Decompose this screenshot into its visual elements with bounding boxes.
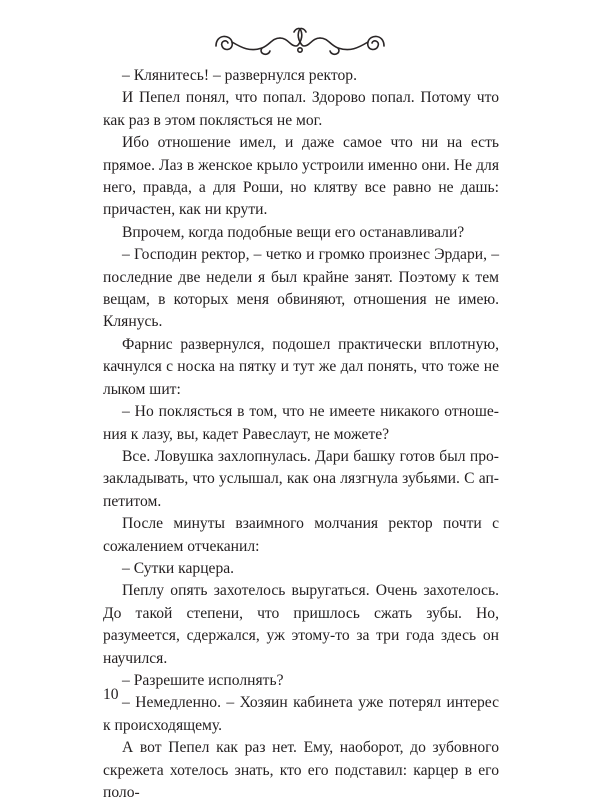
paragraph: Все. Ловушка захлопнулась. Дари башку готов был прозакладывать, что услышал, как она лязгнула зубьями. С аппетитом. [103,447,499,510]
paragraph: – Сутки карцера. [122,559,235,577]
page-number: 10 [103,686,119,703]
paragraph: И Пепел понял, что попал. Здорово попал. Потому что как раз в этом поклясться не мог. [103,89,499,129]
paragraph: – Господин ректор, – четко и громко произнес Эрдари, – последние две недели я был крайне занят. Поэтому к тем вещам, в которых меня обвиняют, отношения не имею. Клянусь. [103,246,499,331]
paragraph: Впрочем, когда подобные вещи его останавливали? [122,223,465,241]
paragraph: – Клянитесь! – развернулся ректор. [122,67,357,84]
scroll-ornament-icon [210,24,390,60]
paragraph: После минуты взаимного молчания ректор почти с сожалением отчеканил: [103,515,499,555]
paragraph: Пеплу опять захотелось выругаться. Очень захотелось. До такой степени, что пришлось сжать зубы. Но, разумеется, сдержался, уж этому-то за три года здесь он научился. [103,582,499,667]
page-text [103,65,499,804]
paragraph: – Разрешите исполнять? [122,671,284,689]
paragraph: Ибо отношение имел, и даже самое что ни на есть прямое. Лаз в женское крыло устроили именно они. Не для него, правда, а для Роши, но клятву все равно не дашь: причастен, как ни крути. [103,134,499,219]
paragraph: Фарнис развернулся, подошел практически вплотную, качнулся с носка на пятку и тут же дал понять, что тоже не лыком шит: [103,335,499,398]
paragraph: А вот Пепел как раз нет. Ему, наоборот, до зубовного скрежета хотелось знать, кто его подставил: карцер в его поло- [103,739,499,801]
paragraph: – Но поклясться в том, что не имеете никакого отношения к лазу, вы, кадет Равеслаут, не можете? [103,403,499,443]
paragraph: – Немедленно. – Хозяин кабинета уже потерял интерес к происходящему. [103,694,499,734]
